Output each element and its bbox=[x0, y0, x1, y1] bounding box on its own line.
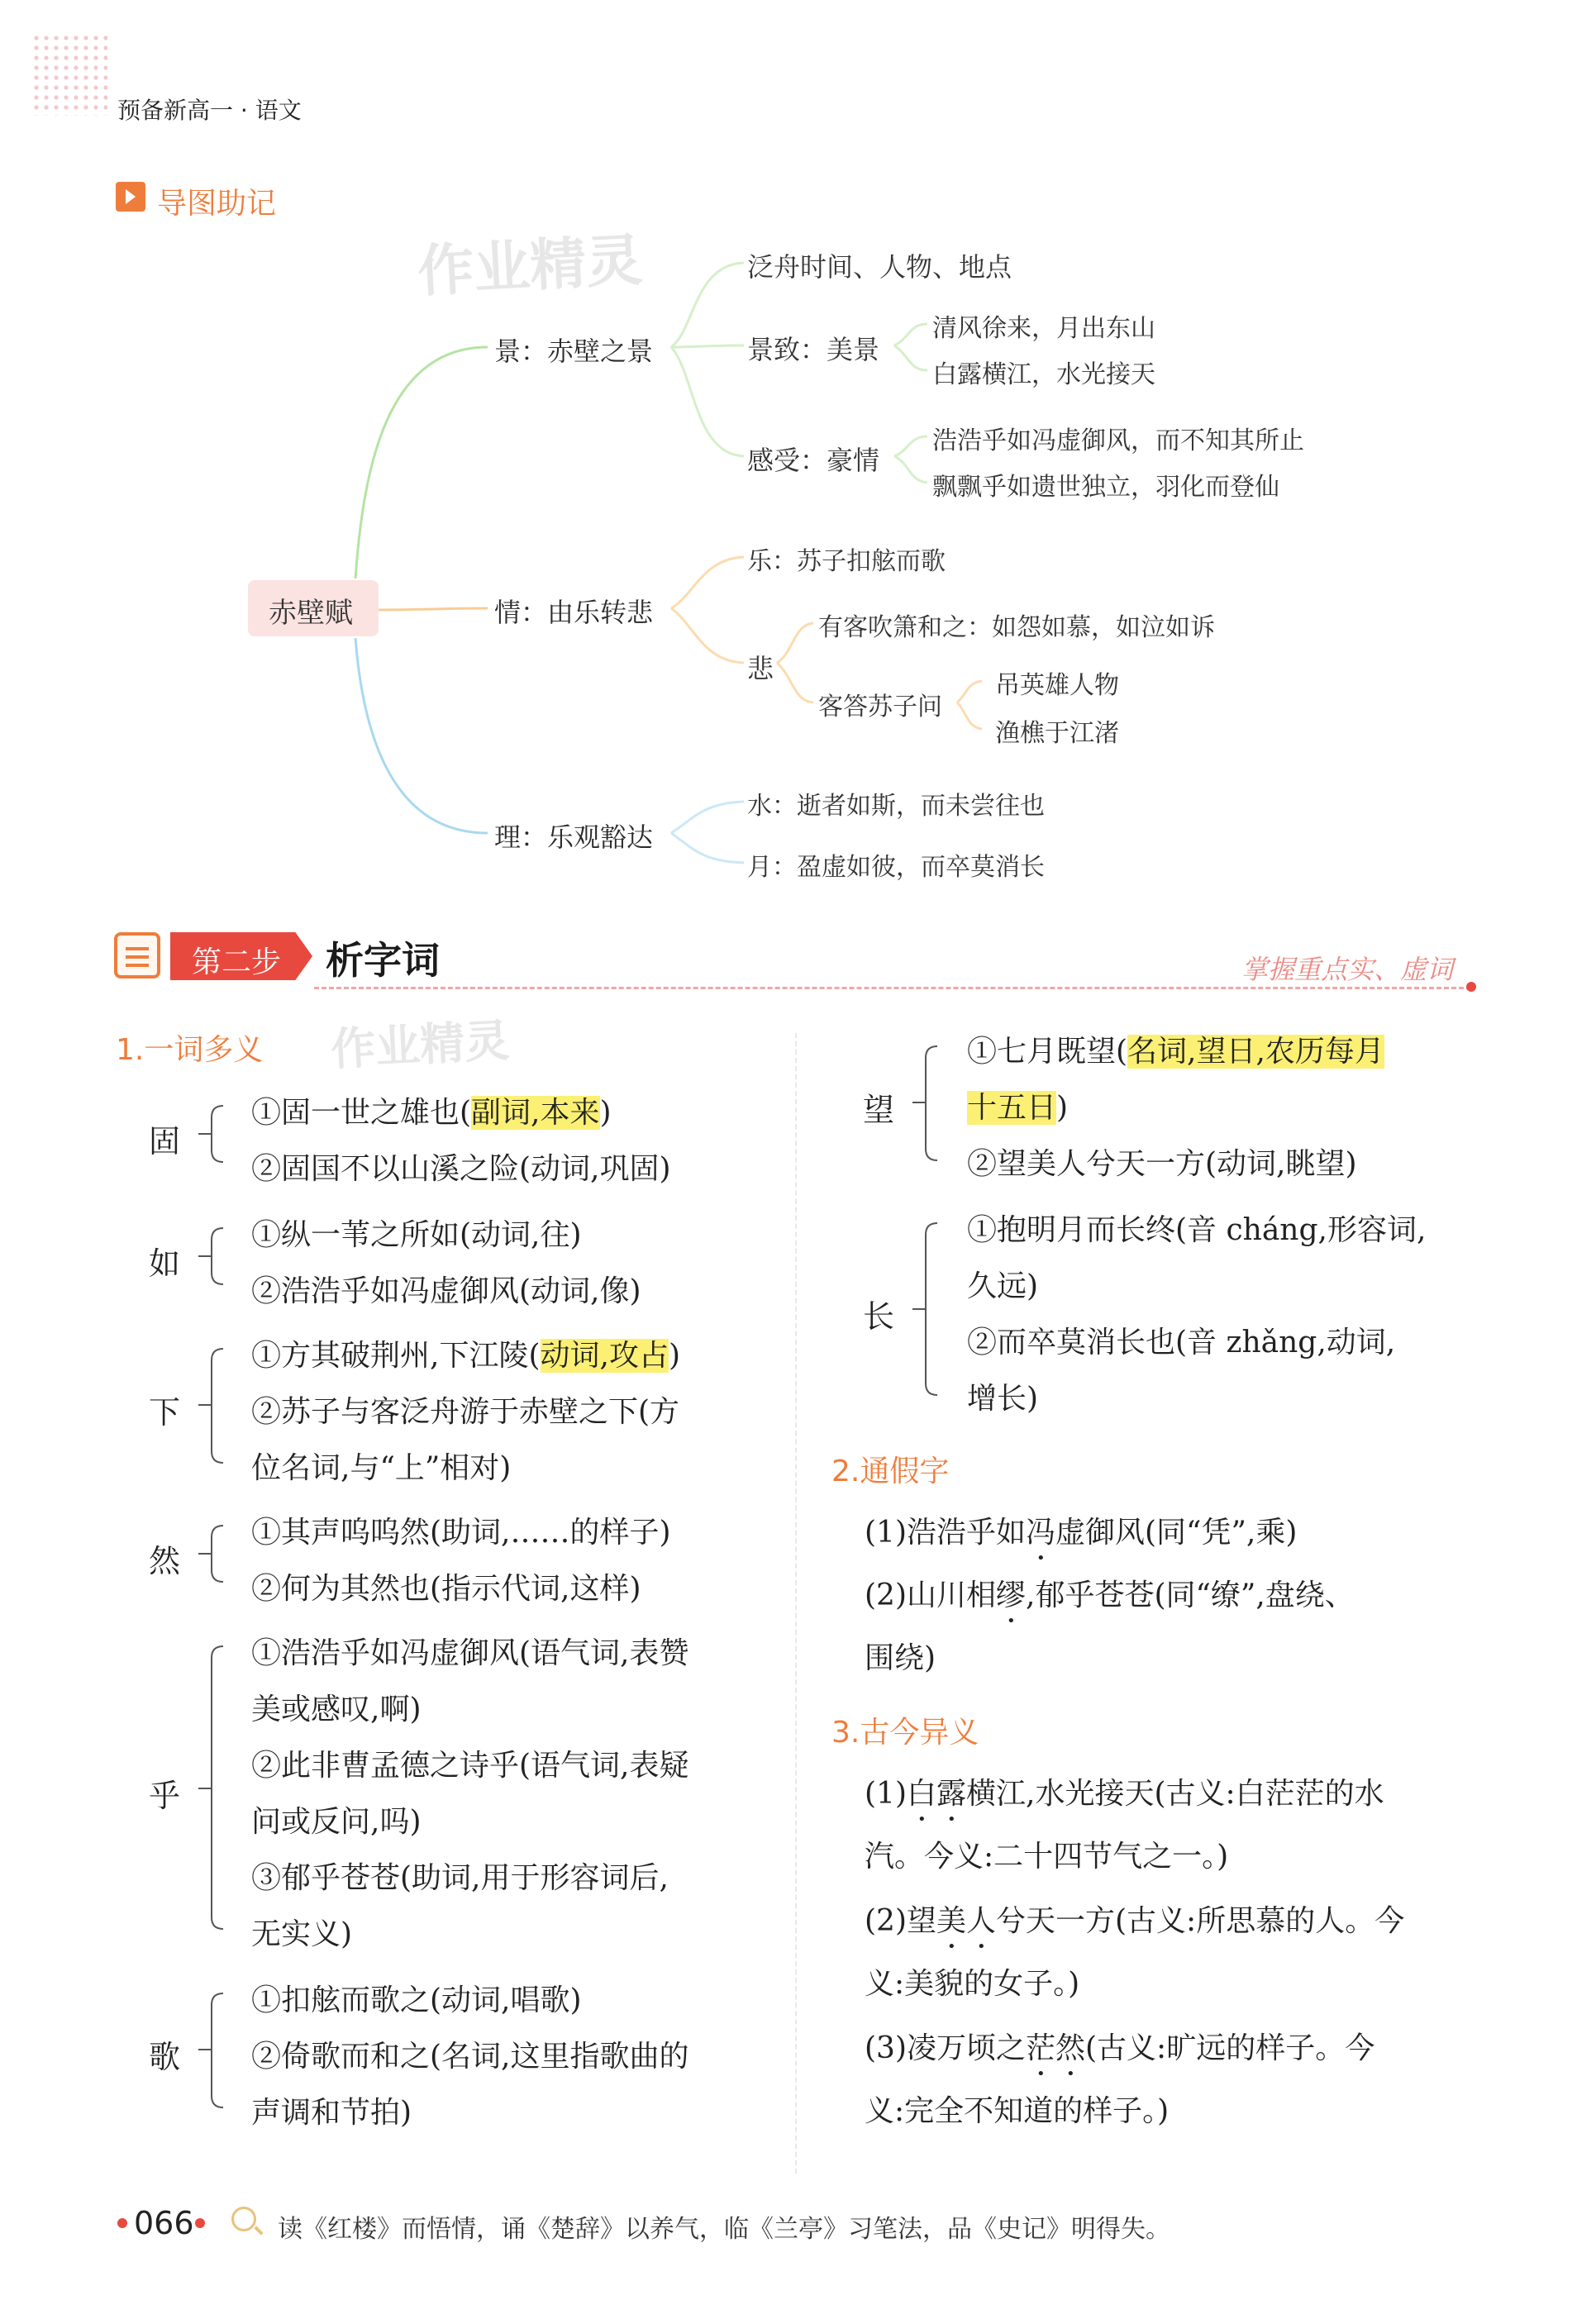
polysemy-sense: ①七月既望(名词,望日,农历每月 bbox=[967, 1035, 1384, 1069]
polysemy-sense: ①扣舷而歌之(动词,唱歌) bbox=[251, 1983, 582, 2017]
polysemy-char: 乎 bbox=[149, 1778, 181, 1814]
polysemy-char: 长 bbox=[863, 1298, 895, 1335]
mindmap-node: 悲 bbox=[747, 653, 774, 684]
polysemy-sense-cont: 美或感叹,啊) bbox=[251, 1693, 422, 1726]
polysemy-char: 歌 bbox=[149, 2039, 181, 2075]
polysemy-sense: ②浩浩乎如冯虚御风(动词,像) bbox=[251, 1274, 641, 1308]
mindmap-leaf: 吊英雄人物 bbox=[995, 671, 1119, 700]
polysemy-sense: ①浩浩乎如冯虚御风(语气词,表赞 bbox=[251, 1636, 689, 1670]
page-number-dot bbox=[117, 2218, 127, 2228]
polysemy-sense-cont: 问或反问,吗) bbox=[251, 1805, 422, 1839]
step-title: 析字词 bbox=[326, 938, 440, 983]
gujin-item: (3)凌万顷之茫然(古义:旷远的样子。今 bbox=[865, 2031, 1375, 2065]
polysemy-sense-cont: 声调和节拍) bbox=[251, 2096, 412, 2130]
step-badge-label: 第二步 bbox=[192, 945, 282, 979]
polysemy-sense: ①固一世之雄也(副词,本来) bbox=[251, 1096, 612, 1130]
mindmap-node: 乐：苏子扣舷而歌 bbox=[747, 547, 946, 576]
polysemy-sense: ②倚歌而和之(名词,这里指歌曲的 bbox=[251, 2040, 689, 2074]
polysemy-sense-cont: 无实义) bbox=[251, 1917, 353, 1951]
mindmap-branch-reason: 理：乐观豁达 bbox=[494, 821, 654, 853]
footer-motto: 读《红楼》而悟情，诵《楚辞》以养气，临《兰亭》习笔法，品《史记》明得失。 bbox=[278, 2215, 1170, 2244]
polysemy-sense: ①抱明月而长终(音 cháng,形容词, bbox=[967, 1213, 1427, 1247]
polysemy-sense-cont: 十五日) bbox=[967, 1091, 1069, 1125]
tongjia-item: (2)山川相缪,郁乎苍苍(同“缭”,盘绕、 bbox=[865, 1579, 1355, 1612]
mindmap-node: 感受：豪情 bbox=[747, 445, 880, 476]
polysemy-char: 望 bbox=[863, 1092, 895, 1128]
polysemy-sense-cont: 位名词,与“上”相对) bbox=[251, 1451, 512, 1485]
mindmap-node: 水：逝者如斯，而未尝往也 bbox=[747, 792, 1045, 821]
mindmap-node: 泛舟时间、人物、地点 bbox=[747, 251, 1012, 283]
polysemy-char: 然 bbox=[149, 1543, 181, 1579]
mindmap-branch-emotion: 情：由乐转悲 bbox=[494, 597, 654, 628]
tongjia-item: (1)浩浩乎如冯虚御风(同“凭”,乘) bbox=[865, 1516, 1298, 1550]
watermark: 作业精灵 bbox=[329, 1014, 511, 1076]
gujin-item: (2)望美人兮天一方(古义:所思慕的人。今 bbox=[865, 1904, 1405, 1938]
mindmap-branch-scene: 景：赤壁之景 bbox=[494, 336, 654, 367]
gujin-title: 3.古今异义 bbox=[831, 1716, 979, 1750]
polysemy-sense: ③郁乎苍苍(助词,用于形容词后, bbox=[251, 1861, 669, 1895]
column-divider bbox=[795, 1033, 797, 2174]
mindmap-node: 景致：美景 bbox=[747, 334, 880, 365]
polysemy-sense: ②固国不以山溪之险(动词,巩固) bbox=[251, 1152, 671, 1186]
mindmap-leaf: 渔樵于江渚 bbox=[995, 719, 1119, 748]
page-number-dot bbox=[195, 2218, 205, 2228]
mindmap-leaf: 飘飘乎如遗世独立，羽化而登仙 bbox=[932, 473, 1279, 502]
gujin-item-cont: 义:美貌的女子。) bbox=[865, 1967, 1080, 2001]
polysemy-sense-cont: 增长) bbox=[967, 1382, 1039, 1416]
polysemy-sense: ②此非曹孟德之诗乎(语气词,表疑 bbox=[251, 1749, 689, 1783]
gujin-item-cont: 义:完全不知道的样子。) bbox=[865, 2094, 1170, 2128]
polysemy-char: 下 bbox=[149, 1394, 181, 1431]
watermark: 作业精灵 bbox=[416, 227, 645, 306]
mindmap-leaf: 清风徐来，月出东山 bbox=[932, 314, 1155, 343]
step-note: 掌握重点实、虚词 bbox=[1241, 954, 1454, 985]
mindmap-leaf: 有客吹箫和之：如怨如慕，如泣如诉 bbox=[818, 613, 1215, 642]
header-title: 预备新高一 · 语文 bbox=[117, 97, 302, 124]
mindmap-leaf: 白露横江，水光接天 bbox=[932, 360, 1155, 389]
gujin-item-cont: 汽。今义:二十四节气之一。) bbox=[865, 1840, 1229, 1874]
polysemy-sense: ①纵一苇之所如(动词,往) bbox=[251, 1218, 582, 1252]
tongjia-item-cont: 围绕) bbox=[865, 1641, 936, 1675]
magnifier-icon bbox=[231, 2207, 256, 2231]
polysemy-sense-cont: 久远) bbox=[967, 1269, 1039, 1303]
mindmap-leaf: 客答苏子问 bbox=[818, 693, 942, 721]
gujin-item: (1)白露横江,水光接天(古义:白茫茫的水 bbox=[865, 1777, 1384, 1811]
page-number: 066 bbox=[134, 2205, 194, 2241]
mindmap-section-title: 导图助记 bbox=[157, 187, 277, 221]
mindmap-root: 赤壁赋 bbox=[269, 597, 353, 630]
polysemy-sense: ①方其破荆州,下江陵(动词,攻占) bbox=[251, 1339, 680, 1373]
polysemy-sense: ②何为其然也(指示代词,这样) bbox=[251, 1572, 641, 1606]
polysemy-char: 固 bbox=[149, 1123, 181, 1160]
polysemy-sense: ②苏子与客泛舟游于赤壁之下(方 bbox=[251, 1395, 680, 1429]
polysemy-sense: ②而卒莫消长也(音 zhǎng,动词, bbox=[967, 1326, 1396, 1359]
polysemy-sense: ②望美人兮天一方(动词,眺望) bbox=[967, 1147, 1357, 1181]
polysemy-char: 如 bbox=[149, 1245, 181, 1282]
tongjia-title: 2.通假字 bbox=[831, 1455, 950, 1488]
mindmap-node: 月：盈虚如彼，而卒莫消长 bbox=[747, 853, 1045, 882]
mindmap-leaf: 浩浩乎如冯虚御风，而不知其所止 bbox=[932, 426, 1304, 455]
polysemy-title: 1.一词多义 bbox=[116, 1033, 264, 1067]
polysemy-sense: ①其声呜呜然(助词,……的样子) bbox=[251, 1516, 671, 1550]
